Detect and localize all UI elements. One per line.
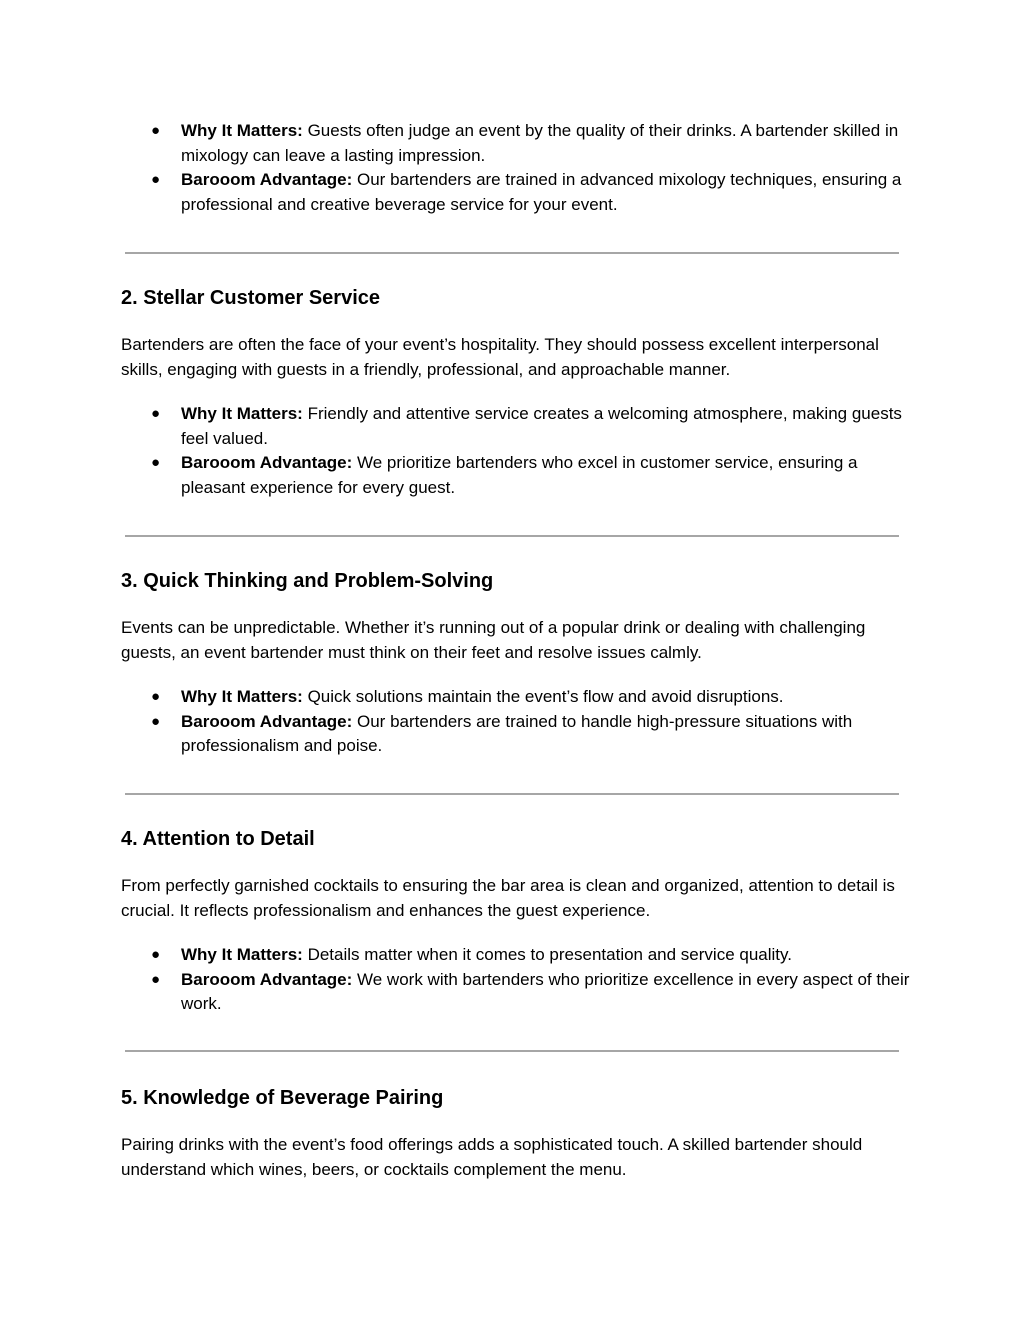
- section-paragraph: Bartenders are often the face of your event’s hospitality. They should possess excellent interpersonal skills, engaging with guests in a friendly, professional, and approachable manner.: [121, 335, 879, 379]
- section-divider: [125, 535, 899, 537]
- bullet-text: Quick solutions maintain the event’s flow and avoid disruptions.: [302, 687, 784, 706]
- bullet-icon: ●: [151, 122, 161, 139]
- bullet-label: Why It Matters:: [181, 121, 303, 140]
- section-paragraph: Events can be unpredictable. Whether it’s running out of a popular drink or dealing with challenging guests, an event bartender must think on their feet and resolve issues calmly.: [121, 618, 866, 662]
- list-item: [121, 710, 911, 759]
- list-item: [121, 685, 911, 710]
- bullet-label: Barooom Advantage:: [181, 170, 353, 189]
- section-paragraph: From perfectly garnished cocktails to ensuring the bar area is clean and organized, attention to detail is crucial. It reflects professionalism and enhances the guest experience.: [121, 876, 895, 920]
- list-item: [121, 943, 911, 968]
- bullet-icon: ●: [151, 171, 161, 188]
- bullet-text: Friendly and attentive service creates a welcoming atmosphere, making guests feel valued.: [181, 404, 902, 448]
- section-bullet-list: [121, 402, 911, 500]
- section-heading: 2. Stellar Customer Service: [121, 287, 381, 309]
- bullet-label: Barooom Advantage:: [181, 711, 353, 731]
- bullet-label: Barooom Advantage:: [181, 969, 353, 989]
- section-divider: [125, 1050, 899, 1052]
- bullet-text: Our bartenders are trained to handle high-pressure situations with professionalism and poise.: [181, 711, 853, 755]
- section-bullet-list: [121, 943, 911, 1017]
- bullet-icon: ●: [151, 454, 161, 471]
- bullet-text: Our bartenders are trained in advanced mixology techniques, ensuring a professional and creative beverage service for your event.: [181, 170, 902, 214]
- bullet-label: Why It Matters:: [181, 687, 303, 706]
- list-item: [121, 968, 911, 1017]
- list-item: [121, 119, 911, 168]
- section-heading: 4. Attention to Detail: [121, 828, 315, 850]
- bullet-icon: ●: [151, 970, 161, 988]
- bullet-icon: ●: [151, 688, 161, 705]
- bullet-text: We prioritize bartenders who excel in customer service, ensuring a pleasant experience for every guest.: [181, 453, 858, 497]
- bullet-icon: ●: [151, 946, 161, 963]
- bullet-text: Guests often judge an event by the quality of their drinks. A bartender skilled in mixology can leave a lasting impression.: [181, 121, 899, 165]
- bullet-icon: ●: [151, 405, 161, 422]
- list-item: [121, 451, 911, 500]
- section-heading: 3. Quick Thinking and Problem-Solving: [121, 570, 494, 592]
- bullet-label: Why It Matters:: [181, 945, 303, 964]
- list-item: [121, 168, 911, 217]
- section-divider: [125, 252, 899, 254]
- section-divider: [125, 793, 899, 795]
- bullet-text: We work with bartenders who prioritize excellence in every aspect of their work.: [181, 969, 910, 1013]
- intro-bullet-list: [121, 119, 911, 217]
- section-paragraph: Pairing drinks with the event’s food offerings adds a sophisticated touch. A skilled bartender should understand which wines, beers, or cocktails complement the menu.: [121, 1135, 863, 1179]
- bullet-icon: ●: [151, 712, 161, 730]
- list-item: [121, 402, 911, 451]
- bullet-label: Why It Matters:: [181, 404, 303, 423]
- section-bullet-list: [121, 685, 911, 759]
- bullet-label: Barooom Advantage:: [181, 453, 353, 472]
- section-heading: 5. Knowledge of Beverage Pairing: [121, 1087, 444, 1109]
- bullet-text: Details matter when it comes to presentation and service quality.: [302, 945, 792, 964]
